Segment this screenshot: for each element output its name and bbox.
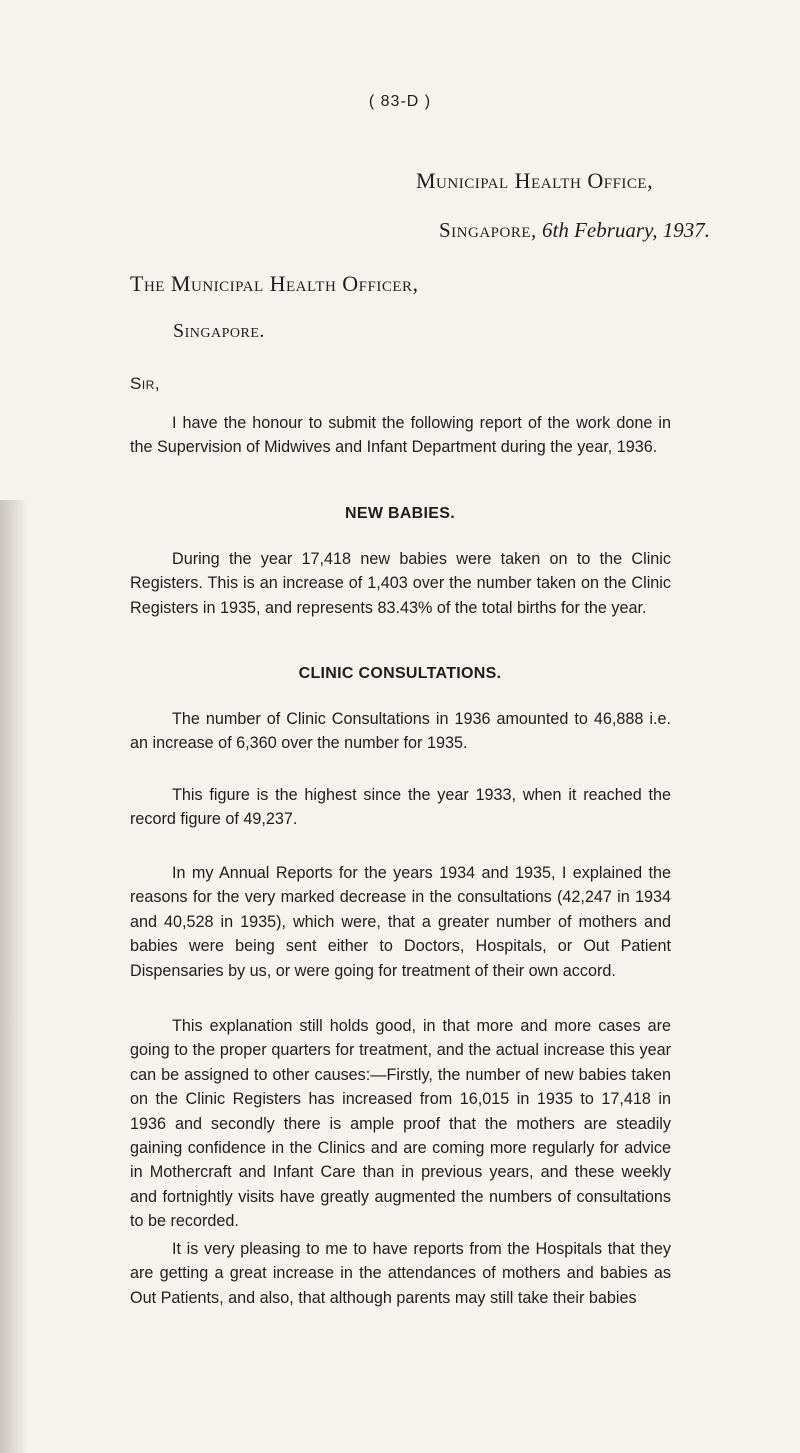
intro-paragraph: I have the honour to submit the following report of the work done in the Supervision of Midwives and Infant Department during the year, 1936. xyxy=(130,414,671,457)
letterhead-place-date xyxy=(439,218,710,243)
page-number: ( 83-D ) xyxy=(368,93,432,110)
addressee-place: Singapore. xyxy=(173,320,265,342)
addressee-title: The Municipal Health Officer, xyxy=(130,271,419,296)
letterhead-date: 6th February, 1937. xyxy=(542,218,711,242)
letterhead-office: Municipal Health Office, xyxy=(416,168,654,193)
section-heading-new-babies: NEW BABIES. xyxy=(345,505,455,522)
salutation: Sir, xyxy=(130,374,161,393)
consultations-paragraph-3: In my Annual Reports for the years 1934 and 1935, I explained the reasons for the very marked decrease in the consultations (42,247 in 1934 and 40,528 in 1935), which were, that a greater number of mothers and babies were being sent either to Doctors, Hospitals, or Out Patient Dispensaries by us, or were going for treatment of their own accord. xyxy=(130,864,671,980)
consultations-paragraph-5: It is very pleasing to me to have reports from the Hospitals that they are getting a great increase in the attendances of mothers and babies as Out Patients, and also, that although parents may still take their babies xyxy=(130,1240,671,1307)
consultations-paragraph-4: This explanation still holds good, in that more and more cases are going to the proper quarters for treatment, and the actual increase this year can be assigned to other causes:—Firstly, the number of new babies taken on the Clinic Registers has increased from 16,015 in 1935 to 17,418 in 1936 and secondly there is ample proof that the mothers are steadily gaining confidence in the Clinics and are coming more regularly for advice in Mothercraft and Infant Care than in previous years, and these weekly and fortnightly visits have greatly augmented the numbers of consultations to be recorded. xyxy=(130,1017,671,1231)
page-edge-shadow xyxy=(0,500,28,1453)
section-heading-clinic-consultations: CLINIC CONSULTATIONS. xyxy=(298,665,502,682)
consultations-paragraph-2: This figure is the highest since the year 1933, when it reached the record figure of 49,237. xyxy=(130,786,671,829)
consultations-paragraph-1: The number of Clinic Consultations in 1936 amounted to 46,888 i.e. an increase of 6,360 over the number for 1935. xyxy=(130,710,671,753)
new-babies-paragraph: During the year 17,418 new babies were taken on to the Clinic Registers. This is an increase of 1,403 over the number taken on the Clinic Registers in 1935, and represents 83.43% of the total births for the year. xyxy=(130,550,671,617)
letterhead-place: Singapore, xyxy=(439,218,537,242)
